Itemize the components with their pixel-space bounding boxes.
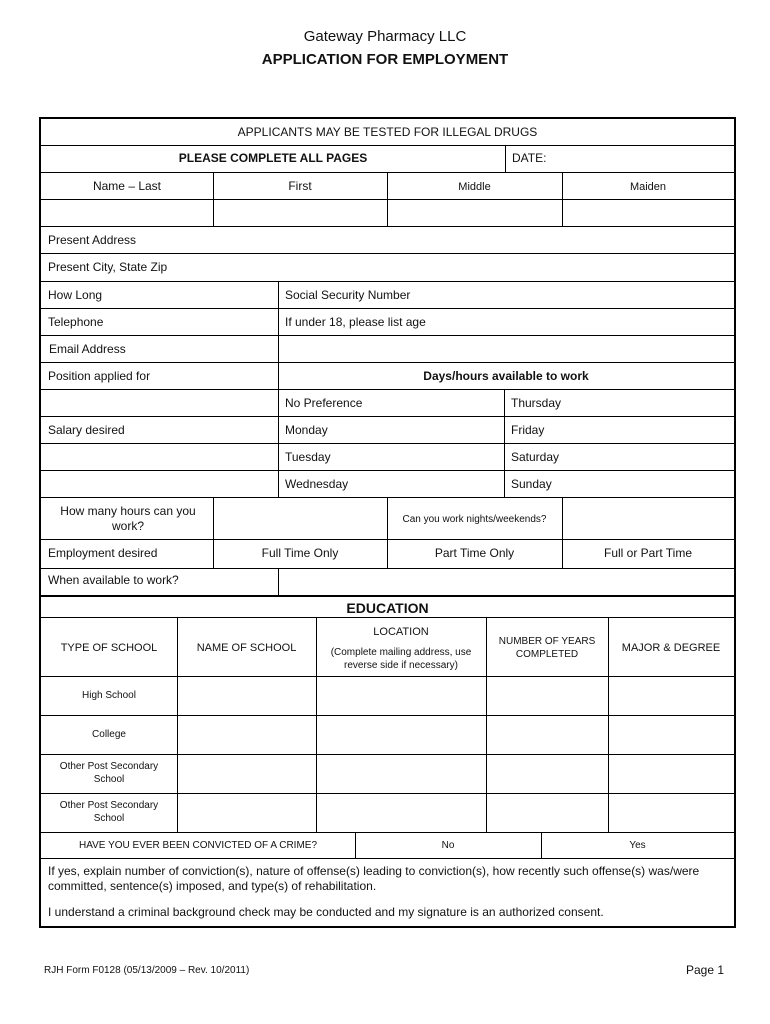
day-wednesday: Wednesday [285, 477, 349, 491]
first-name-input[interactable] [213, 200, 387, 226]
days-hours-heading: Days/hours available to work [423, 369, 589, 383]
present-address-label: Present Address [48, 233, 137, 247]
edu-row-other-2: Other Post Secondary School [59, 800, 159, 824]
col-major-degree: MAJOR & DEGREE [621, 642, 721, 654]
page-number: Page 1 [686, 963, 725, 977]
hours-question: How many hours can you work? [60, 504, 196, 533]
col-name-of-school: NAME OF SCHOOL [196, 642, 297, 654]
position-label: Position applied for [48, 369, 151, 383]
email-label: Email Address [49, 342, 126, 356]
when-available-label: When available to work? [48, 573, 179, 587]
drug-test-notice: APPLICANTS MAY BE TESTED FOR ILLEGAL DRUGS [237, 125, 538, 139]
day-sunday: Sunday [511, 477, 552, 491]
middle-name-label: Middle [458, 181, 491, 193]
telephone-label: Telephone [48, 315, 104, 329]
edu-row-high-school: High School [82, 690, 136, 701]
background-check-consent: I understand a criminal background check may be conducted and my signature is an authorized consent. [48, 905, 604, 919]
maiden-name-input[interactable] [562, 200, 734, 226]
day-saturday: Saturday [511, 450, 560, 464]
col-type-of-school: TYPE OF SCHOOL [60, 642, 158, 654]
last-name-label: Name – Last [92, 179, 162, 193]
full-or-part-option[interactable]: Full or Part Time [603, 546, 693, 560]
last-name-input[interactable] [41, 200, 213, 226]
salary-label: Salary desired [48, 423, 125, 437]
day-tuesday: Tuesday [285, 450, 331, 464]
first-name-label: First [288, 179, 312, 193]
col-location: LOCATION [373, 626, 429, 638]
edu-row-college: College [92, 729, 126, 740]
full-time-option[interactable]: Full Time Only [261, 546, 339, 560]
company-name: Gateway Pharmacy LLC [303, 28, 467, 45]
day-friday: Friday [511, 423, 545, 437]
under-18-label: If under 18, please list age [285, 315, 426, 329]
day-thursday: Thursday [511, 396, 562, 410]
how-long-label: How Long [48, 288, 103, 302]
col-location-note: (Complete mailing address, use reverse side if necessary) [330, 647, 472, 671]
employment-desired-label: Employment desired [48, 546, 158, 560]
middle-name-input[interactable] [387, 200, 562, 226]
day-monday: Monday [285, 423, 328, 437]
application-form [39, 117, 736, 928]
edu-row-other-1: Other Post Secondary School [59, 761, 159, 785]
complete-pages-notice: PLEASE COMPLETE ALL PAGES [178, 151, 368, 165]
hours-input[interactable] [213, 498, 387, 539]
form-title: APPLICATION FOR EMPLOYMENT [261, 51, 509, 68]
ssn-label: Social Security Number [285, 288, 411, 302]
crime-explain-instructions: If yes, explain number of conviction(s), nature of offense(s) leading to conviction(s), how recently such offense(s) was/were committed, sentence(s) imposed, and type(s) of rehabilitation. [48, 864, 700, 893]
maiden-name-label: Maiden [629, 181, 667, 193]
date-label: DATE: [512, 151, 547, 165]
part-time-option[interactable]: Part Time Only [434, 546, 515, 560]
nights-weekends-question: Can you work nights/weekends? [402, 514, 547, 525]
day-no-preference: No Preference [285, 396, 363, 410]
present-city-label: Present City, State Zip [48, 260, 168, 274]
crime-yes-option[interactable]: Yes [629, 840, 646, 851]
crime-question: HAVE YOU EVER BEEN CONVICTED OF A CRIME? [78, 840, 318, 851]
crime-no-option[interactable]: No [441, 840, 455, 851]
nights-weekends-input[interactable] [562, 498, 734, 539]
education-heading: EDUCATION [346, 600, 429, 616]
form-id: RJH Form F0128 (05/13/2009 – Rev. 10/2011) [44, 965, 250, 976]
col-years-completed: NUMBER OF YEARS COMPLETED [498, 636, 596, 660]
when-available-input[interactable] [278, 569, 734, 595]
